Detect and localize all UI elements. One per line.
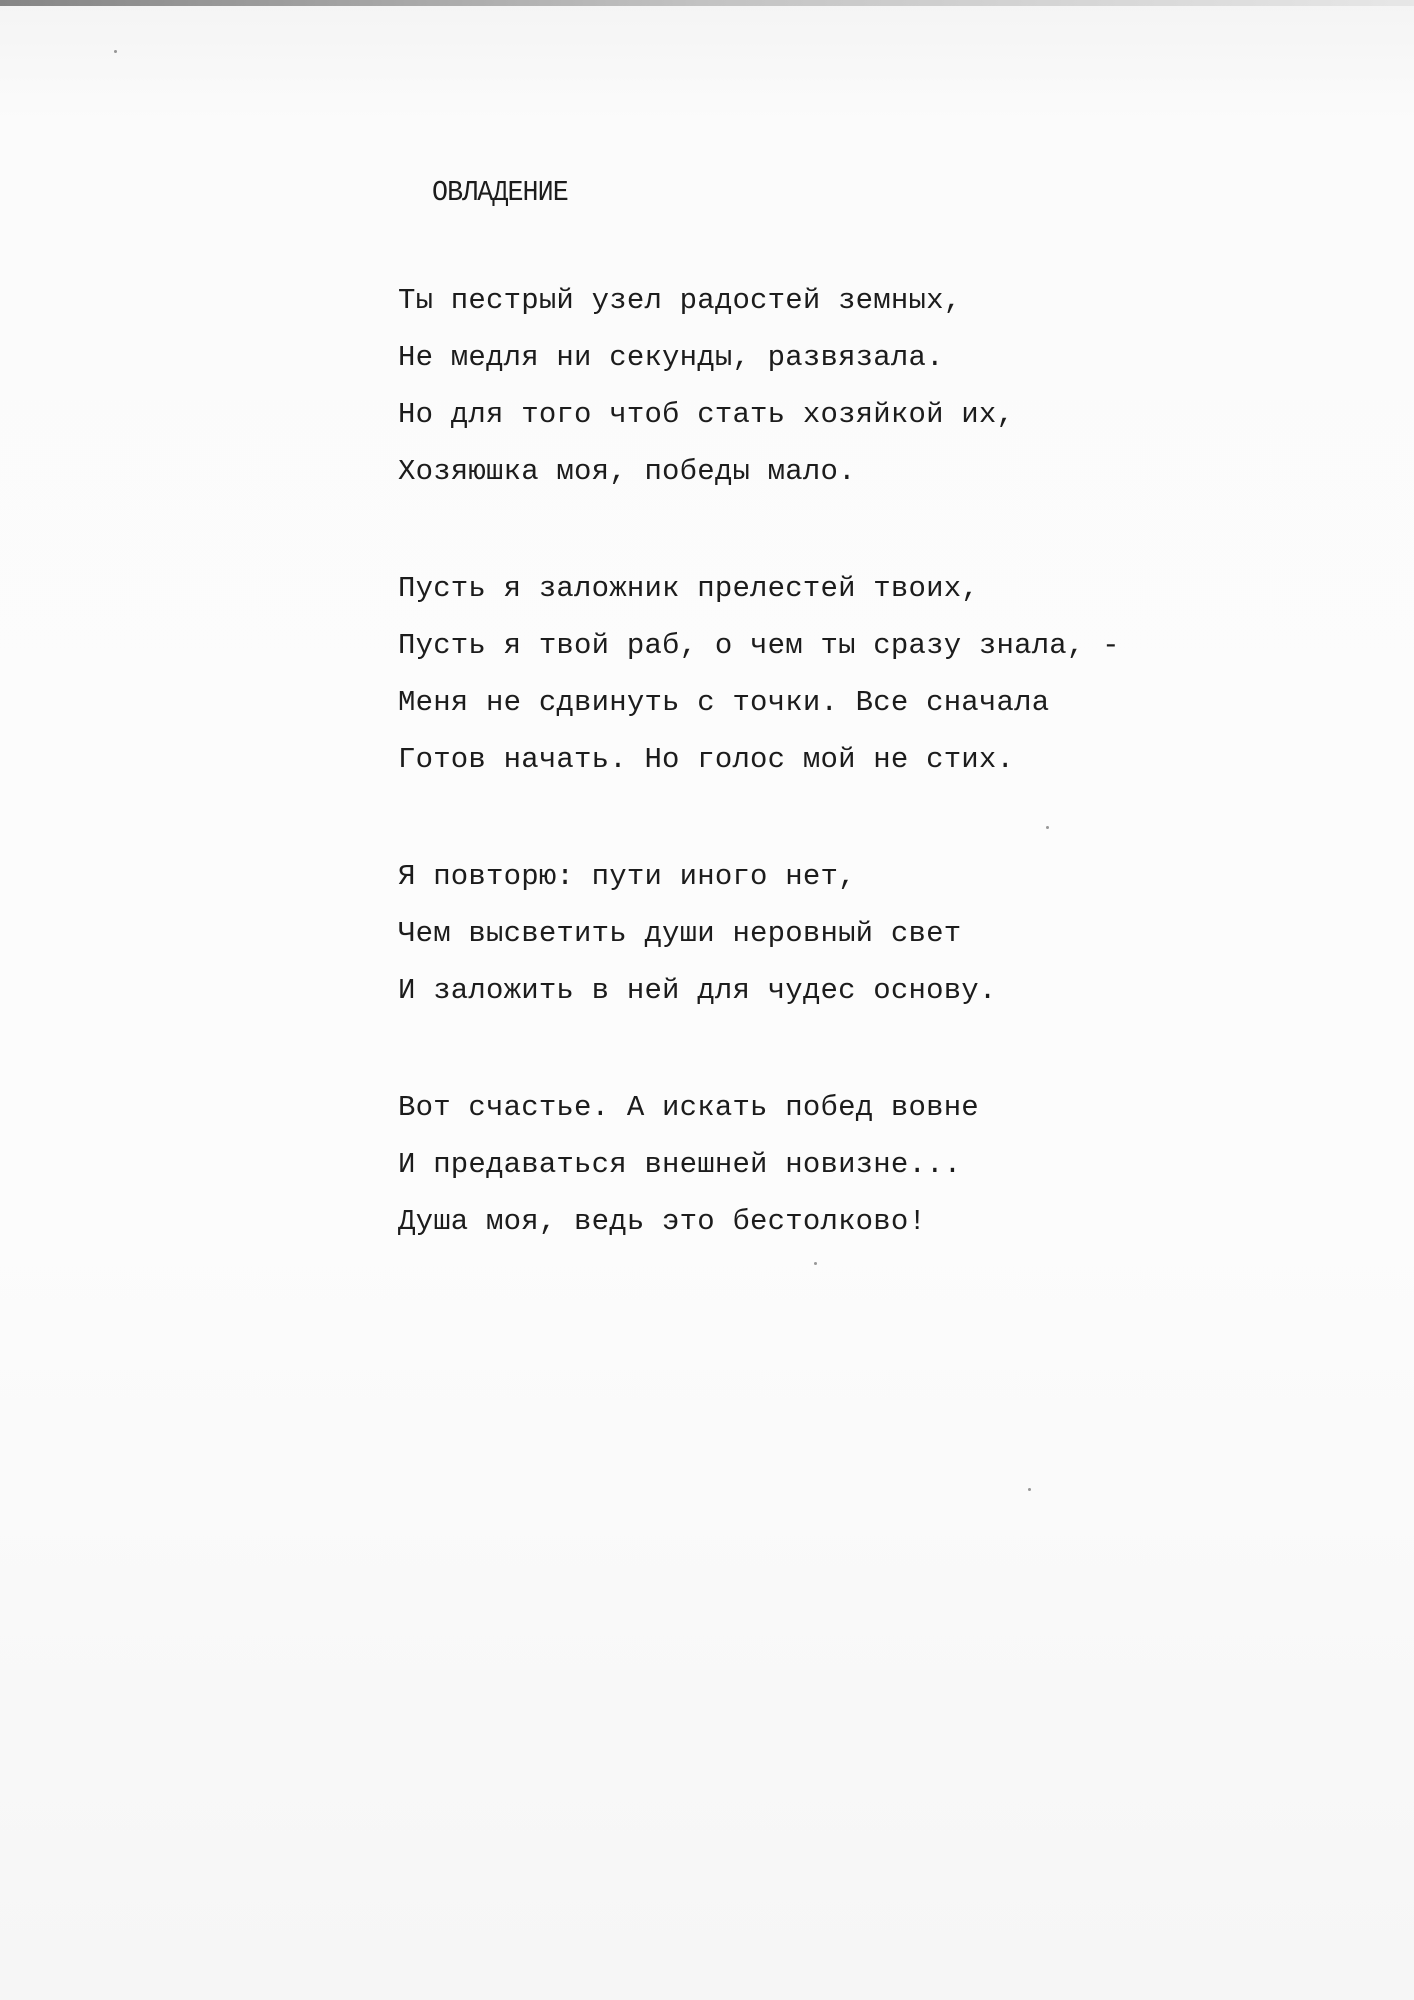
poem-body <box>398 272 1298 1310</box>
poem-line: Готов начать. Но голос мой не стих. <box>398 743 1015 776</box>
poem-line: Не медля ни секунды, развязала. <box>398 341 944 374</box>
paper-speck <box>114 50 117 53</box>
stanza-4 <box>398 1079 1298 1250</box>
poem-line: Хозяюшка моя, победы мало. <box>398 455 856 488</box>
poem-line: И предаваться внешней новизне... <box>398 1148 962 1181</box>
poem-line: Чем высветить души неровный свет <box>398 917 962 950</box>
stanza-1 <box>398 272 1298 500</box>
poem-line: Ты пестрый узел радостей земных, <box>398 284 962 317</box>
poem-line: Пусть я заложник прелестей твоих, <box>398 572 979 605</box>
poem-line: Я повторю: пути иного нет, <box>398 860 856 893</box>
poem-line: Но для того чтоб стать хозяйкой их, <box>398 398 1015 431</box>
paper-speck <box>814 1262 817 1265</box>
poem-line: И заложить в ней для чудес основу. <box>398 974 997 1007</box>
poem-line: Пусть я твой раб, о чем ты сразу знала, - <box>398 629 1120 662</box>
stanza-3 <box>398 848 1298 1019</box>
poem-line: Душа моя, ведь это бестолково! <box>398 1205 927 1238</box>
paper-speck <box>1028 1488 1031 1491</box>
stanza-2 <box>398 560 1298 788</box>
scan-top-edge <box>0 0 1414 6</box>
paper-speck <box>1046 826 1049 829</box>
poem-line: Вот счастье. А искать побед вовне <box>398 1091 979 1124</box>
poem-line: Меня не сдвинуть с точки. Все сначала <box>398 686 1050 719</box>
poem-title: ОВЛАДЕНИЕ <box>432 176 568 209</box>
